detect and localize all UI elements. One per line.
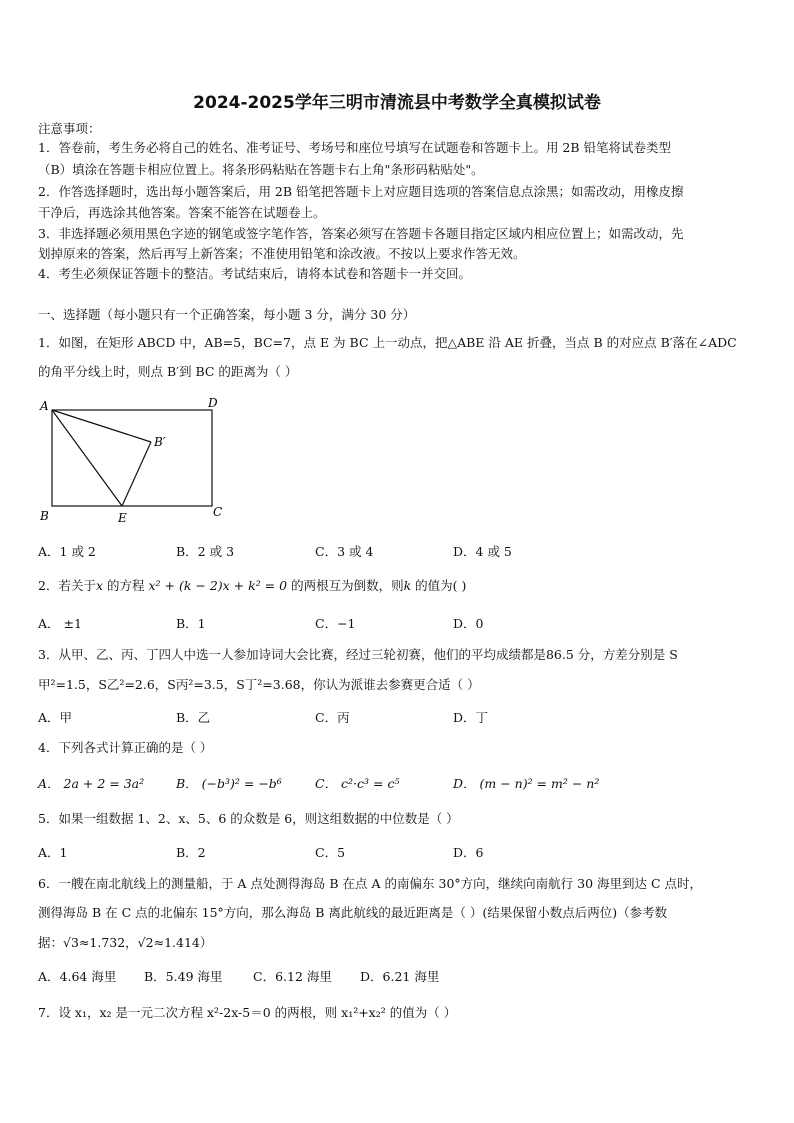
option-a[interactable]: A．4.64 海里 — [38, 969, 117, 984]
label-b-prime: B′ — [154, 435, 166, 449]
question-5-stem: 5．如果一组数据 1、2、x、5、6 的众数是 6，则这组数据的中位数是（ ） — [38, 811, 459, 826]
option-d[interactable]: D．4 或 5 — [453, 544, 512, 559]
question-1-options — [38, 542, 758, 562]
label-d: D — [208, 396, 218, 410]
question-6-stem-cont: 据：√3≈1.732，√2≈1.414） — [38, 935, 213, 950]
option-c[interactable]: C．3 或 4 — [315, 544, 374, 559]
option-b[interactable]: B．5.49 海里 — [144, 969, 223, 984]
option-d[interactable]: D．0 — [453, 616, 484, 631]
question-4-options — [38, 774, 758, 794]
question-3-options — [38, 708, 758, 728]
segment-ab-prime — [52, 410, 151, 442]
notice-line: 1．答卷前，考生务必将自己的姓名、准考证号、考场号和座位号填写在试题卷和答题卡上。用 2B 铅笔将试卷类型 — [38, 140, 672, 155]
question-3-stem-cont: 甲²=1.5，S乙²=2.6，S丙²=3.5，S丁²=3.68，你认为派谁去参赛更合适（ ） — [38, 677, 480, 692]
q2-var-k: k — [403, 578, 412, 593]
question-4-stem: 4．下列各式计算正确的是（ ） — [38, 740, 213, 755]
q2-suffix1: 的两根互为倒数，则 — [287, 578, 404, 593]
option-b[interactable]: B． (−b³)² = −b⁶ — [176, 776, 282, 791]
page-title: 2024-2025学年三明市清流县中考数学全真模拟试卷 — [193, 93, 601, 113]
option-a[interactable]: A． 2a + 2 = 3a² — [38, 776, 145, 791]
option-a[interactable]: A． ±1 — [38, 616, 82, 631]
q2-var-x: x — [95, 578, 104, 593]
rectangle-abcd — [52, 410, 212, 506]
q2-prefix: 2．若关于 — [38, 578, 96, 593]
label-e: E — [118, 511, 127, 525]
option-a[interactable]: A．1 — [38, 845, 68, 860]
question-6-options — [38, 967, 758, 987]
option-b[interactable]: B．2 — [176, 845, 206, 860]
option-c[interactable]: C．5 — [315, 845, 346, 860]
notice-heading: 注意事项： — [38, 121, 101, 136]
q2-mid: 的方程 — [103, 578, 149, 593]
rectangle-fold-figure — [36, 396, 236, 526]
notice-line: 3．非选择题必须用黑色字迹的钢笔或签字笔作答，答案必须写在答题卡各题目指定区域内相应位置上；如需改动，先 — [38, 226, 684, 241]
option-d[interactable]: D．6 — [453, 845, 484, 860]
option-a[interactable]: A．1 或 2 — [38, 544, 96, 559]
option-a[interactable]: A．甲 — [38, 710, 73, 725]
question-2-stem — [38, 577, 758, 595]
segment-ae — [52, 410, 122, 506]
label-a: A — [40, 399, 49, 413]
option-b[interactable]: B．1 — [176, 616, 206, 631]
notice-line: 2．作答选择题时，选出每小题答案后，用 2B 铅笔把答题卡上对应题目选项的答案信息点涂黑；如需改动，用橡皮擦 — [38, 184, 684, 199]
section-heading: 一、选择题（每小题只有一个正确答案，每小题 3 分，满分 30 分） — [38, 307, 416, 322]
notice-line: 划掉原来的答案，然后再写上新答案；不准使用铅笔和涂改液。不按以上要求作答无效。 — [38, 246, 526, 261]
question-6-stem-cont: 测得海岛 B 在 C 点的北偏东 15°方向，那么海岛 B 离此航线的最近距离是（ ）(结果保留小数点后两位)（参考数 — [38, 905, 668, 920]
option-b[interactable]: B．2 或 3 — [176, 544, 235, 559]
option-c[interactable]: C．丙 — [315, 710, 350, 725]
question-3-stem: 3．从甲、乙、丙、丁四人中选一人参加诗词大会比赛，经过三轮初赛，他们的平均成绩都是86.5 分，方差分别是 S — [38, 647, 678, 662]
question-1-stem: 1．如图，在矩形 ABCD 中，AB=5，BC=7，点 E 为 BC 上一动点，把△ABE 沿 AE 折叠，当点 B 的对应点 B′落在∠ADC — [38, 335, 737, 350]
label-b: B — [40, 509, 49, 523]
notice-line: 干净后，再选涂其他答案。答案不能答在试题卷上。 — [38, 205, 326, 220]
question-6-stem: 6．一艘在南北航线上的测量船，于 A 点处测得海岛 B 在点 A 的南偏东 30°方向，继续向南航行 30 海里到达 C 点时， — [38, 876, 703, 891]
option-c[interactable]: C．6.12 海里 — [253, 969, 332, 984]
option-b[interactable]: B．乙 — [176, 710, 211, 725]
question-1-stem-cont: 的角平分线上时，则点 B′到 BC 的距离为（ ） — [38, 364, 298, 379]
notice-line: （B）填涂在答题卡相应位置上。将条形码粘贴在答题卡右上角"条形码粘贴处"。 — [38, 162, 484, 177]
q2-suffix2: 的值为( ) — [411, 578, 467, 593]
option-c[interactable]: C．−1 — [315, 616, 356, 631]
notice-line: 4．考生必须保证答题卡的整洁。考试结束后，请将本试卷和答题卡一并交回。 — [38, 266, 471, 281]
option-d[interactable]: D．6.21 海里 — [360, 969, 440, 984]
question-2-options — [38, 614, 758, 634]
option-c[interactable]: C． c²·c³ = c⁵ — [315, 776, 400, 791]
option-d[interactable]: D． (m − n)² = m² − n² — [453, 776, 600, 791]
label-c: C — [213, 505, 223, 519]
question-7-stem: 7．设 x₁，x₂ 是一元二次方程 x²-2x-5＝0 的两根，则 x₁²+x₂² 的值为（ ） — [38, 1005, 457, 1020]
segment-b-prime-e — [122, 442, 151, 506]
option-d[interactable]: D．丁 — [453, 710, 489, 725]
q2-equation: x² + (k − 2)x + k² = 0 — [148, 578, 288, 593]
question-5-options — [38, 843, 758, 863]
